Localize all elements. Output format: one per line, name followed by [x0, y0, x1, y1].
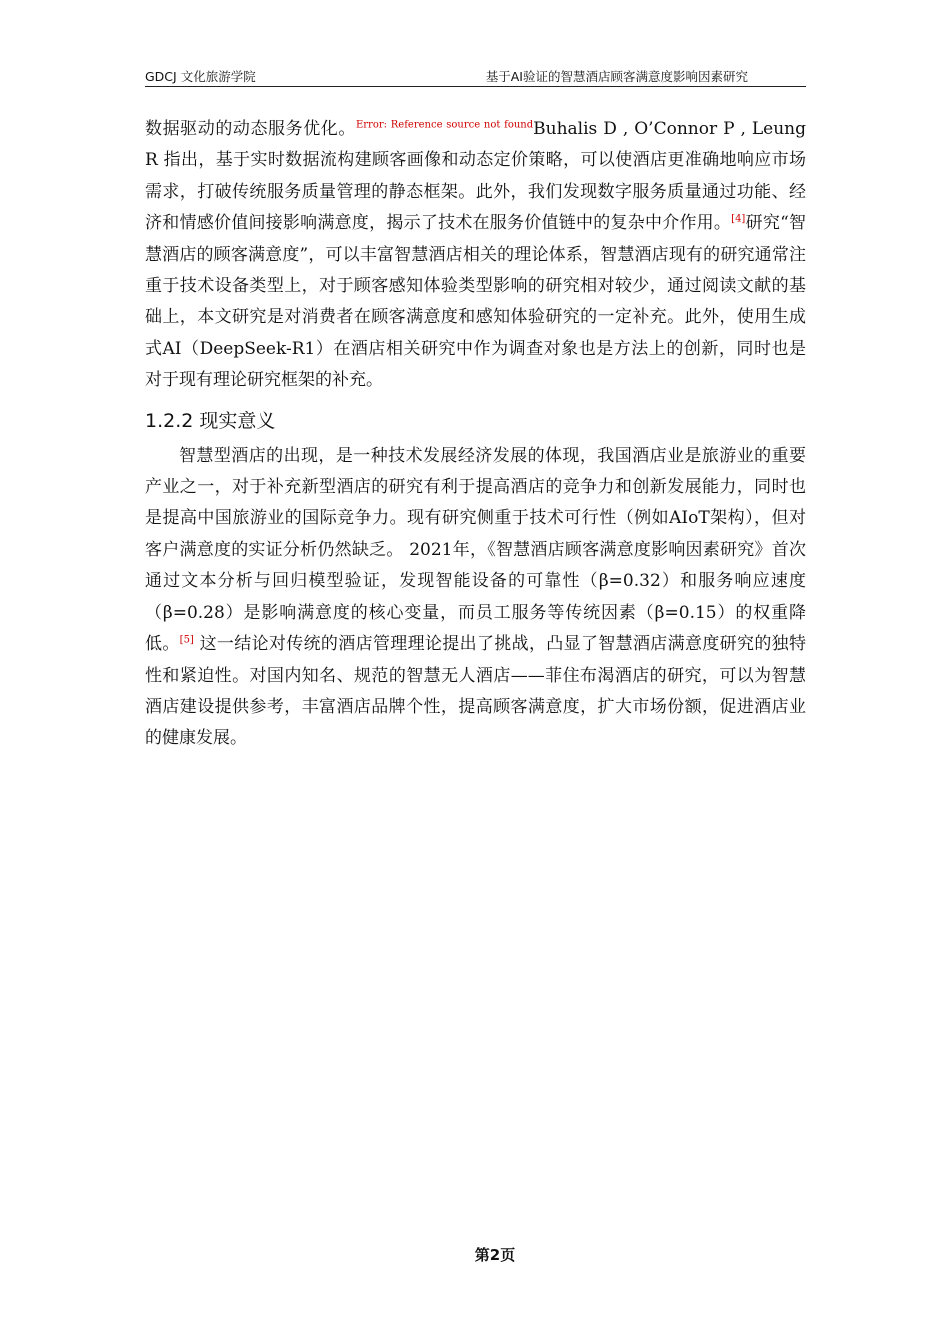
paragraph-text: Buhalis D , O’Connor P , Leung R 指出，基于实时数据流构建顾客画像和动态定价策略，可以使酒店更准确地响应市场需求，打破传统服务质量管理的静态框架。此外，我们发现数字服务质量通过功能、经济和情感价值间接影响满意度，揭示了技术在服务价值链中的复杂中介作用。 [145, 119, 807, 234]
header-title: 基于AI验证的智慧酒店顾客满意度影响因素研究 [485, 69, 748, 84]
page-number: 第2页 [474, 1246, 516, 1264]
paragraph-text: 智慧型酒店的出现，是一种技术发展经济发展的体现，我国酒店业是旅游业的重要产业之一，对于补充新型酒店的研究有利于提高酒店的竞争力和创新发展能力，同时也是提高中国旅游业的国际竞争力。现有研究侧重于技术可行性（例如AIoT架构），但对客户满意度的实证分析仍然缺乏。 2021年，《智慧酒店顾客满意度影响因素研究》首次通过文本分析与回归模型验证，发现智能设备的可靠性（β=0.32）和服务响应速度（β=0.28）是影响满意度的核心变量，而员工服务等传统因素（β=0.15）的权重降低。 [145, 445, 806, 655]
paragraph-theory [145, 114, 806, 397]
citation-link[interactable]: [4] [731, 213, 746, 225]
paragraph-text: 数据驱动的动态服务优化。 [145, 119, 356, 139]
header-institution: GDCJ 文化旅游学院 [145, 69, 256, 84]
paragraph-practical [145, 441, 806, 755]
document-body [145, 114, 806, 755]
section-heading: 1.2.2 现实意义 [145, 409, 276, 432]
citation-link[interactable]: [5] [179, 634, 194, 646]
reference-error: Error: Reference source not found [355, 119, 534, 131]
paragraph-text: 研究“智慧酒店的顾客满意度”，可以丰富智慧酒店相关的理论体系，智慧酒店现有的研究通常注重于技术设备类型上，对于顾客感知体验类型影响的研究相对较少，通过阅读文献的基础上，本文研究是对消费者在顾客满意度和感知体验研究的一定补充。此外，使用生成式AI（DeepSeek-R1）在酒店相关研究中作为调查对象也是方法上的创新，同时也是对于现有理论研究框架的补充。 [145, 213, 806, 391]
paragraph-text: 这一结论对传统的酒店管理理论提出了挑战，凸显了智慧酒店满意度研究的独特性和紧迫性。对国内知名、规范的智慧无人酒店——菲住布渴酒店的研究，可以为智慧酒店建设提供参考，丰富酒店品牌个性，提高顾客满意度，扩大市场份额，促进酒店业的健康发展。 [145, 634, 806, 749]
page-header [145, 66, 806, 87]
